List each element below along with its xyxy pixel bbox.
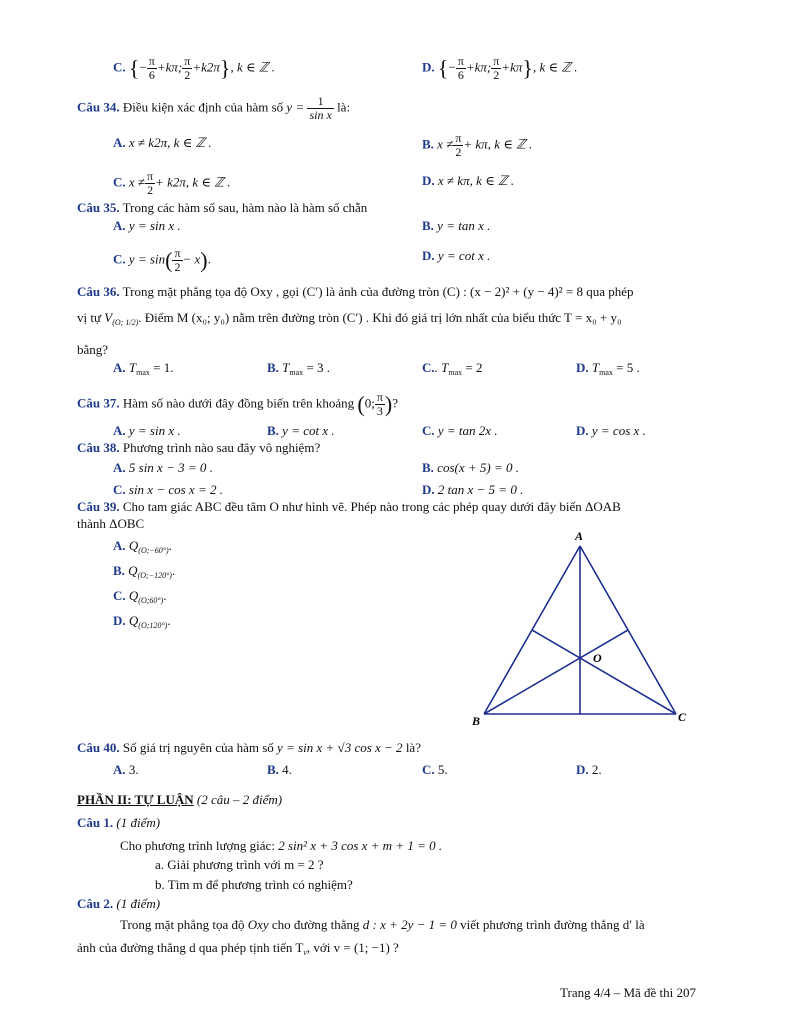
text: . Điểm M (x₀; y₀) nằm trên đường tròn (C′) . Khi đó giá trị lớn nhất của biểu thức T = x₀ + y₀ <box>138 310 622 325</box>
q34-option-c[interactable] <box>113 170 231 197</box>
points: (1 điểm) <box>116 896 161 911</box>
fraction: $\frac{\pi}{2}$ <box>455 131 462 159</box>
section-title: PHẦN II: TỰ LUẬN <box>77 792 194 807</box>
q36-line2 <box>77 310 622 331</box>
option-label: A. <box>113 135 126 150</box>
q39-option-a[interactable]: A. $Q_{(O;-60^\circ)}$. <box>113 538 172 555</box>
q33-option-d[interactable] <box>422 55 578 82</box>
part2-c1-b <box>155 877 353 893</box>
option-text: y = cos x . <box>591 423 646 438</box>
fraction: $\frac{\pi}{3}$ <box>376 390 383 418</box>
q34-option-b[interactable] <box>422 132 532 159</box>
text: cho đường thẳng <box>271 917 360 932</box>
fraction: $\frac{\pi}{2}$ <box>147 169 154 197</box>
q34-option-d[interactable] <box>422 173 514 189</box>
text: − x <box>182 251 201 267</box>
q36-line1 <box>77 284 634 300</box>
text: ảnh của đường thẳng d qua phép tịnh tiến T <box>77 940 304 955</box>
question-text: Cho tam giác ABC đều tâm O như hình vẽ. Phép nào trong các phép quay dưới đây biến ΔOAB <box>122 499 621 514</box>
q36-option-d[interactable]: D. $T_{max} = 5$ . <box>576 360 640 377</box>
question-text: Trong các hàm số sau, hàm nào là hàm số chẵn <box>122 200 368 215</box>
text: a. Giải phương trình với m = 2 ? <box>155 857 324 872</box>
q36-option-b[interactable]: B. $T_{max} = 3$ . <box>267 360 331 377</box>
expr: y = sin x + √3 cos x − 2 <box>277 740 403 755</box>
question-text: Điều kiện xác định của hàm số <box>122 99 284 115</box>
q37-option-d[interactable] <box>576 423 646 439</box>
q40-option-a[interactable] <box>113 762 139 778</box>
part2-c1-text <box>120 838 442 854</box>
option-text: y = tan x . <box>437 218 491 233</box>
brace: } <box>522 55 533 81</box>
q37-option-b[interactable] <box>267 423 335 439</box>
option-label: A. <box>113 460 126 475</box>
text: Trong mặt phẳng tọa độ <box>120 917 245 932</box>
option-text: y = sin x . <box>128 423 181 438</box>
vertex-c-label: C <box>678 710 687 724</box>
q34-stem <box>77 95 350 122</box>
expr: 2 sin² x + 3 cos x + m + 1 = 0 . <box>278 838 443 853</box>
q40-stem <box>77 740 421 756</box>
q38-option-a[interactable] <box>113 460 213 476</box>
option-text: x ≠ kπ, k ∈ ℤ . <box>437 173 515 188</box>
option-label: A. <box>113 360 126 375</box>
option-label: A. <box>113 538 126 553</box>
text: +kπ; <box>156 59 183 75</box>
question-text: Hàm số nào dưới đây đồng biến trên khoảng <box>122 395 355 411</box>
part2-c1-a <box>155 857 324 873</box>
text: +kπ <box>501 59 523 75</box>
text: b. Tìm m để phương trình có nghiệm? <box>155 877 353 892</box>
option-text: 5. <box>437 762 448 777</box>
fraction: $\frac{1}{\text{sin x}}$ <box>309 94 332 122</box>
brace: { <box>128 55 140 81</box>
text: − <box>139 59 147 75</box>
option-label: B. <box>267 423 279 438</box>
option-label: B. <box>422 136 434 152</box>
option-label: C. <box>422 360 435 375</box>
option-label: B. <box>422 460 434 475</box>
question-text: Phương trình nào sau đây vô nghiệm? <box>122 440 321 455</box>
part2-c2-line2 <box>77 940 399 961</box>
q39-option-d[interactable]: D. $Q_{(O;120^\circ)}$. <box>113 613 171 630</box>
q35-option-b[interactable] <box>422 218 490 234</box>
triangle-lines <box>484 546 676 714</box>
text: +k2π <box>192 59 220 75</box>
option-text: 2. <box>591 762 602 777</box>
q37-stem: Câu 37. Hàm số nào dưới đây đồng biến trên khoảng (0; $\frac{\pi}{3}$ )? <box>77 390 399 418</box>
subscript: (O; 1/2) <box>112 318 139 327</box>
q38-option-d[interactable] <box>422 482 523 498</box>
question-label: Câu 39. <box>77 499 120 514</box>
text: + kπ, k ∈ ℤ . <box>463 136 533 152</box>
q35-option-a[interactable] <box>113 218 181 234</box>
option-text: y = tan 2x . <box>437 423 498 438</box>
footer-text: Trang 4/4 – Mã đề thi 207 <box>560 985 697 1000</box>
option-label: A. <box>113 423 126 438</box>
brace: } <box>219 55 231 81</box>
q38-stem <box>77 440 320 456</box>
q35-stem <box>77 200 367 216</box>
option-text: 2 tan x − 5 = 0 . <box>437 482 524 497</box>
option-label: C. <box>113 59 126 75</box>
text: , với v = (1; −1) ? <box>306 940 399 955</box>
option-label: D. <box>422 482 435 497</box>
vertex-a-label: A <box>575 529 584 543</box>
option-label: C. <box>422 762 435 777</box>
text: . <box>207 251 211 267</box>
text: là: <box>337 99 351 115</box>
option-text: 4. <box>282 762 292 777</box>
question-label: Câu 37. <box>77 395 120 411</box>
option-label: A. <box>113 762 126 777</box>
points: (1 điểm) <box>116 815 161 830</box>
option-label: D. <box>422 59 435 75</box>
q36-option-c[interactable]: C.. $T_{max} = 2$ <box>422 360 483 377</box>
text: V <box>104 310 113 325</box>
expr: y = <box>286 99 305 115</box>
q37-option-c[interactable] <box>422 423 498 439</box>
q39-line2 <box>77 516 144 532</box>
q34-option-a[interactable] <box>113 135 212 151</box>
option-label: D. <box>422 248 435 263</box>
text: thành ΔOBC <box>77 516 145 531</box>
q37-option-a[interactable] <box>113 423 181 439</box>
brace: { <box>437 55 449 81</box>
question-label: Câu 36. <box>77 284 120 299</box>
option-label: C. <box>113 588 126 603</box>
fraction: $\frac{\pi}{6}$ <box>148 54 155 82</box>
part2-c2-line1 <box>120 917 645 933</box>
text: y = sin <box>128 251 166 267</box>
option-text: cos(x + 5) = 0 . <box>437 460 519 475</box>
option-label: A. <box>113 218 126 233</box>
option-label: D. <box>422 173 435 188</box>
text: , k ∈ ℤ . <box>532 59 578 75</box>
triangle-figure <box>470 528 700 728</box>
text: − <box>448 59 456 75</box>
text: x ≠ <box>437 136 454 152</box>
option-text: y = cot x . <box>437 248 491 263</box>
fraction: $\frac{\pi}{2}$ <box>493 54 500 82</box>
expr: d : x + 2y − 1 = 0 <box>362 917 457 932</box>
text: Cho phương trình lượng giác: <box>120 838 275 853</box>
paren: ) <box>200 247 208 273</box>
text: Oxy <box>247 917 269 932</box>
paren: ( <box>165 247 173 273</box>
option-label: D. <box>576 423 589 438</box>
fraction: $\frac{\pi}{2}$ <box>184 54 191 82</box>
q40-option-b[interactable] <box>267 762 292 778</box>
option-text: y = cot x . <box>282 423 335 438</box>
section-note: (2 câu – 2 điểm) <box>196 792 283 807</box>
q40-option-d[interactable] <box>576 762 602 778</box>
option-label: D. <box>576 762 589 777</box>
q39-option-c[interactable]: C. $Q_{(O;60^\circ)}$. <box>113 588 167 605</box>
q38-option-b[interactable] <box>422 460 519 476</box>
question-label: Câu 35. <box>77 200 120 215</box>
part2-c2-heading <box>77 896 160 912</box>
option-text: sin x − cos x = 2 . <box>128 482 223 497</box>
fraction: $\frac{\pi}{2}$ <box>174 246 181 274</box>
question-label: Câu 2. <box>77 896 114 911</box>
question-label: Câu 40. <box>77 740 120 755</box>
option-label: C. <box>113 251 126 267</box>
q35-option-c[interactable] <box>113 247 211 274</box>
option-label: C. <box>113 482 126 497</box>
q33-option-c[interactable] <box>113 55 275 82</box>
question-label: Câu 1. <box>77 815 114 830</box>
option-label: B. <box>422 218 434 233</box>
vertex-b-label: B <box>472 714 481 728</box>
text: vị tự <box>77 310 102 325</box>
text: + k2π, k ∈ ℤ . <box>155 174 231 190</box>
q36-line3 <box>77 342 108 358</box>
fraction: $\frac{\pi}{6}$ <box>457 54 464 82</box>
question-label: Câu 38. <box>77 440 120 455</box>
question-text: Trong mặt phẳng tọa độ Oxy , gọi (C′) là ảnh của đường tròn (C) : (x − 2)² + (y − 4)² = 8 qua phép <box>122 284 634 299</box>
subscript: v <box>303 948 307 957</box>
option-label: C. <box>113 174 126 190</box>
option-label: B. <box>267 360 279 375</box>
median-c <box>532 630 676 714</box>
text: bằng? <box>77 342 109 357</box>
option-text: 3. <box>128 762 139 777</box>
q38-option-c[interactable] <box>113 482 223 498</box>
q39-line1 <box>77 499 621 515</box>
center-o-label: O <box>593 651 602 665</box>
q35-option-d[interactable] <box>422 248 490 264</box>
text: viết phương trình đường thẳng d′ là <box>460 917 645 932</box>
option-label: C. <box>422 423 435 438</box>
option-text: x ≠ k2π, k ∈ ℤ . <box>128 135 212 150</box>
option-label: D. <box>576 360 589 375</box>
question-text: Số giá trị nguyên của hàm số <box>122 740 274 755</box>
text: , k ∈ ℤ . <box>230 59 276 75</box>
page-footer <box>560 985 696 1001</box>
option-label: B. <box>267 762 279 777</box>
q40-option-c[interactable] <box>422 762 448 778</box>
q39-option-b[interactable]: B. $Q_{(O;-120^\circ)}$. <box>113 563 176 580</box>
median-b <box>484 630 628 714</box>
q36-option-a[interactable]: A. $T_{max} = 1$. <box>113 360 174 377</box>
option-label: B. <box>113 563 125 578</box>
text: là? <box>405 740 421 755</box>
question-label: Câu 34. <box>77 99 120 115</box>
part2-c1-heading <box>77 815 160 831</box>
option-text: y = sin x . <box>128 218 181 233</box>
part2-heading <box>77 792 282 808</box>
option-text: 5 sin x − 3 = 0 . <box>128 460 213 475</box>
option-label: D. <box>113 613 126 628</box>
text: +kπ; <box>465 59 492 75</box>
text: x ≠ <box>128 174 146 190</box>
